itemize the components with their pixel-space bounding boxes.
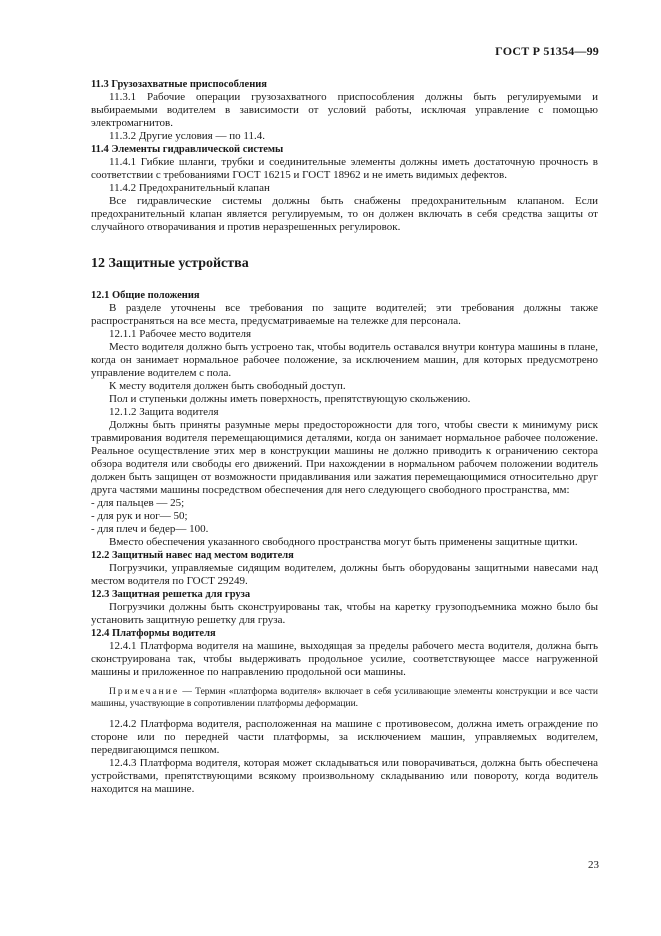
page-number: 23 [588, 859, 599, 871]
paragraph: В разделе уточнены все требования по защите водителей; эти требования должны также распространяться на все места, предусматриваемые на тележке для персонала. [91, 302, 598, 327]
list-item: - для плеч и бедер— 100. [91, 523, 209, 535]
subsection-title: Платформы водителя [112, 628, 216, 639]
page-content [91, 78, 598, 796]
paragraph: 12.4.3 Платформа водителя, которая может складываться или поворачиваться, должна быть обеспечена устройствами, препятствующими всякому произвольному складыванию или повороту, когда водитель находится на машине. [91, 757, 598, 795]
list-item: - для пальцев — 25; [91, 497, 185, 509]
paragraph: К месту водителя должен быть свободный доступ. [109, 380, 346, 392]
section-heading-12: 12 Защитные устройства [91, 256, 249, 271]
subsection-heading-12-4 [91, 627, 598, 640]
subsection-heading-11-3 [91, 78, 598, 91]
paragraph: Вместо обеспечения указанного свободного пространства могут быть применены защитные щитки. [109, 536, 578, 548]
paragraph: 11.3.1 Рабочие операции грузозахватного приспособления должны быть регулируемыми и выбираемыми водителем в зависимости от условий работы, исключая управление с помощью электромагнитов. [91, 91, 598, 129]
paragraph: Погрузчики должны быть сконструированы так, чтобы на каретку грузоподъемника можно было бы установить защитную решетку для груза. [91, 601, 598, 626]
subsection-number: 12.2 [91, 550, 110, 561]
subsection-number: 12.4 [91, 628, 110, 639]
paragraph: 12.1.2 Защита водителя [109, 406, 219, 418]
paragraph: Погрузчики, управляемые сидящим водителем, должны быть оборудованы защитными навесами над местом водителя по ГОСТ 29249. [91, 562, 598, 587]
document-id-header: ГОСТ Р 51354—99 [495, 44, 599, 58]
subsection-title: Защитный навес над местом водителя [112, 550, 294, 561]
note-text: — Термин «платформа водителя» включает в себя усиливающие элементы конструкции и все части машины, участвующие в сопротивлении платформы деформации. [91, 687, 598, 709]
list-item: - для рук и ног— 50; [91, 510, 188, 522]
paragraph: Пол и ступеньки должны иметь поверхность, препятствующую скольжению. [109, 393, 471, 405]
paragraph: 11.3.2 Другие условия — по 11.4. [109, 130, 265, 142]
subsection-heading-11-4 [91, 143, 598, 156]
subsection-title: Элементы гидравлической системы [111, 144, 284, 155]
paragraph: Место водителя должно быть устроено так, чтобы водитель оставался внутри контура машины в плане, когда он занимает нормальное рабочее положение, за исключением машин, для которых предусмотрено управление водителем с пола. [91, 341, 598, 379]
subsection-title: Защитная решетка для груза [112, 589, 251, 600]
paragraph: 12.4.1 Платформа водителя на машине, выходящая за пределы рабочего места водителя, должна быть сконструирована так, чтобы выдерживать продольное усилие, соответствующее массе нагруженной машины и приложенное по направлению продольной оси машины. [91, 640, 598, 678]
subsection-number: 12.3 [91, 589, 110, 600]
subsection-title: Общие положения [112, 290, 200, 301]
paragraph: 11.4.1 Гибкие шланги, трубки и соединительные элементы должны иметь достаточную прочность в соответствии с требованиями ГОСТ 16215 и ГОСТ 18962 и не иметь видимых дефектов. [91, 156, 598, 181]
subsection-title: Грузозахватные приспособления [111, 79, 267, 90]
note [91, 686, 598, 710]
subsection-heading-12-3 [91, 588, 598, 601]
subsection-number: 11.4 [91, 144, 109, 155]
paragraph: 12.4.2 Платформа водителя, расположенная на машине с противовесом, должна иметь ограждение по стороне или по передней части платформы, за исключением машин, управляемых водителем, передвигающимся пешком. [91, 718, 598, 756]
paragraph: 12.1.1 Рабочее место водителя [109, 328, 252, 340]
paragraph: Все гидравлические системы должны быть снабжены предохранительным клапаном. Если предохранительный клапан является регулируемым, то он должен включать в себя средства защиты от случайного отворачивания и против неразрешенных регулировок. [91, 195, 598, 233]
note-label: Примечание [109, 687, 180, 697]
subsection-number: 12.1 [91, 290, 110, 301]
paragraph: Должны быть приняты разумные меры предосторожности для того, чтобы свести к минимуму риск травмирования водителя перемещающимися деталями, когда он занимает нормальное рабочее положение. Реальное осуществление этих мер в конструкции машины не должно приводить к ограничению сектора обзора водителя или свободы его движений. При нахождении в нормальном рабочем положении водитель должен быть защищен от возможности придавливания или зажатия перемещающимися относительно друг друга частями машины посредством обеспечения для него следующего свободного пространства, мм: [91, 419, 598, 496]
subsection-number: 11.3 [91, 79, 109, 90]
subsection-heading-12-2 [91, 549, 598, 562]
paragraph: 11.4.2 Предохранительный клапан [109, 182, 270, 194]
subsection-heading-12-1 [91, 289, 598, 302]
